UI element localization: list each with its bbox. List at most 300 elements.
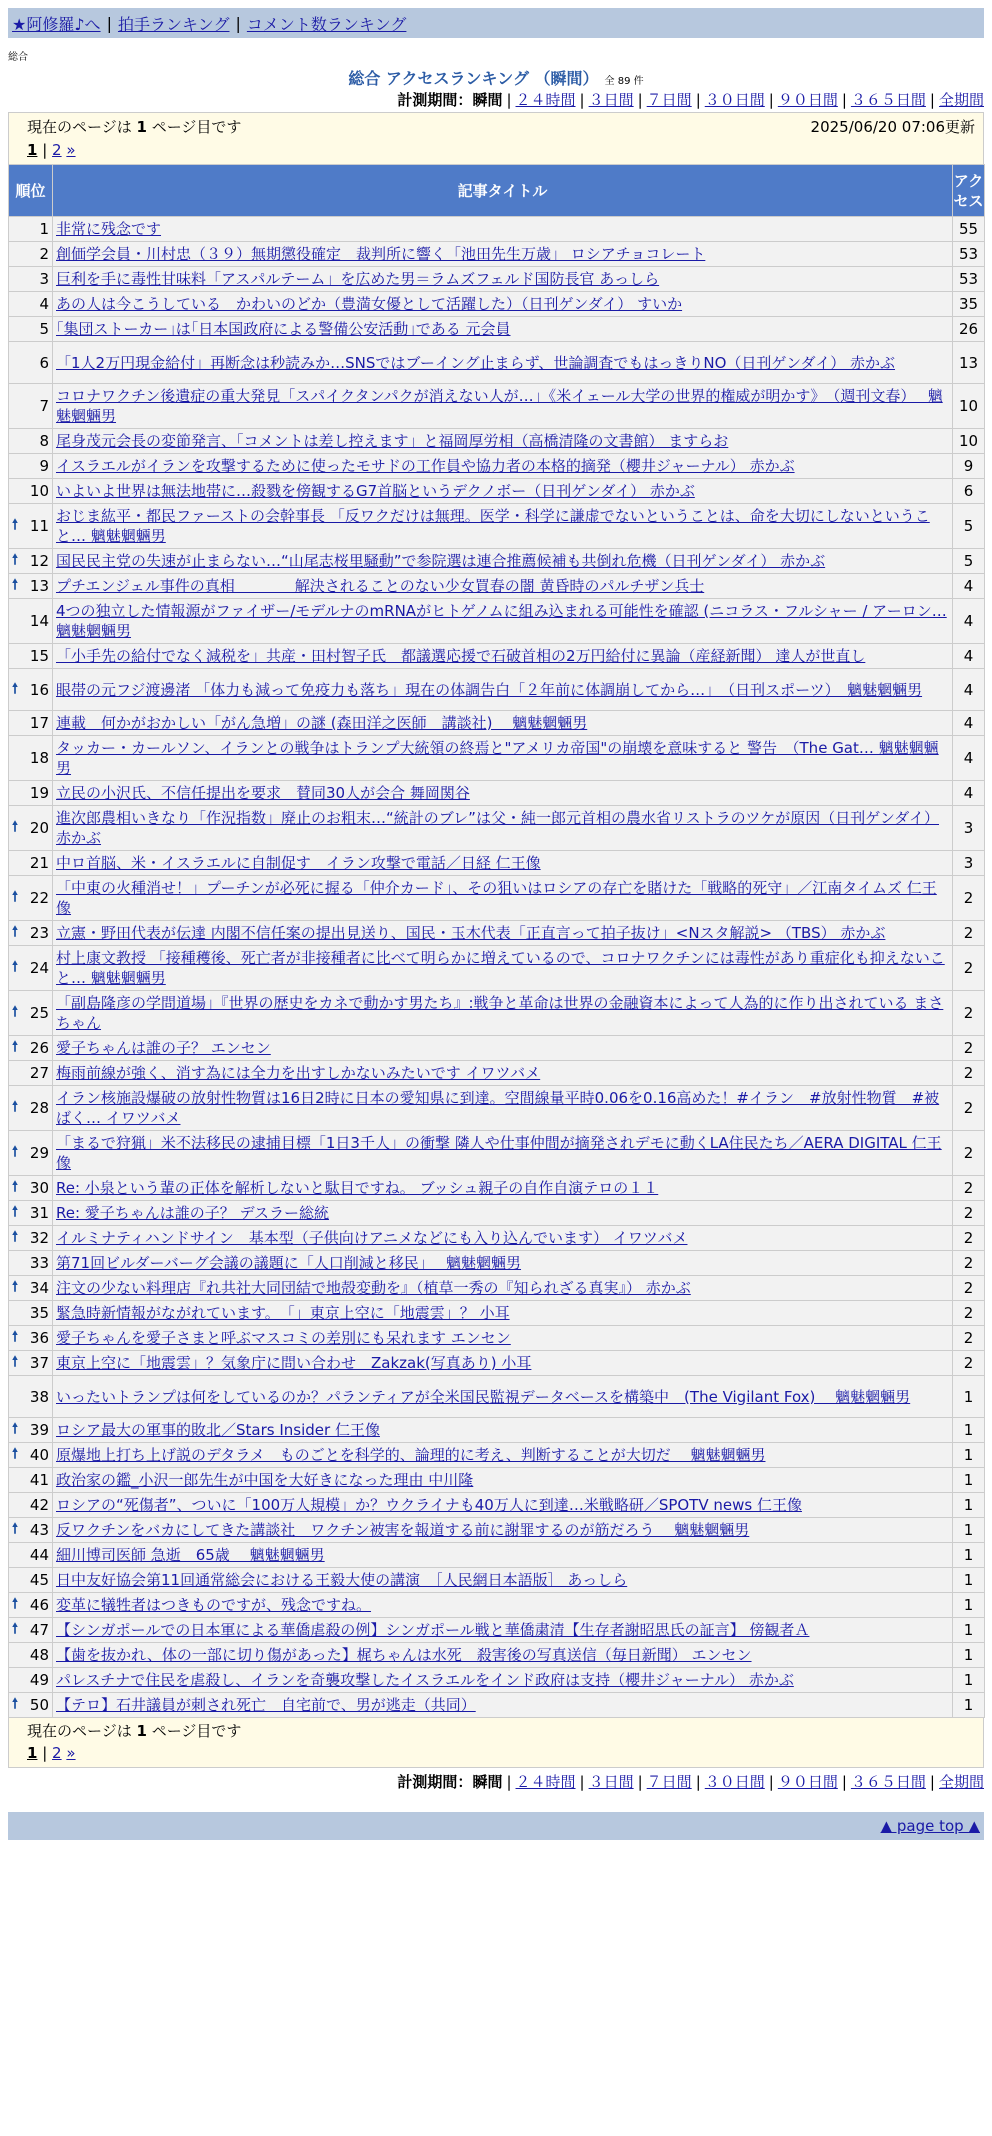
title-cell	[53, 1301, 953, 1326]
table-row	[9, 504, 985, 549]
article-link[interactable]: 梅雨前線が強く、消す為には全力を出すしかないみたいです イワツバメ	[56, 1064, 541, 1082]
table-row	[9, 549, 985, 574]
rank-cell	[9, 876, 53, 921]
rank-number: 41	[29, 1471, 49, 1489]
table-row	[9, 1176, 985, 1201]
period-separator: |	[579, 1773, 585, 1791]
rank-cell	[9, 217, 53, 242]
title-cell	[53, 1593, 953, 1618]
period-link[interactable]: ３日間	[588, 1773, 634, 1791]
table-row	[9, 644, 985, 669]
rank-cell	[9, 851, 53, 876]
rank-number: 9	[39, 457, 49, 475]
access-count: 1	[953, 1443, 985, 1468]
rank-cell	[9, 292, 53, 317]
table-row	[9, 1518, 985, 1543]
period-link[interactable]: 全期間	[938, 91, 984, 109]
page-title-row	[8, 66, 984, 88]
title-cell	[53, 454, 953, 479]
table-row	[9, 217, 985, 242]
rank-cell	[9, 1493, 53, 1518]
access-count: 2	[953, 1326, 985, 1351]
rank-number: 10	[29, 482, 49, 500]
rank-cell	[9, 429, 53, 454]
article-link[interactable]: イスラエルがイランを攻撃するために使ったモサドの工作員や協力者の本格的摘発（櫻井ジャーナル） 赤かぶ	[56, 457, 795, 475]
up-arrow-icon: 🠕	[12, 517, 19, 533]
rank-number: 28	[29, 1099, 49, 1117]
rank-cell	[9, 599, 53, 644]
access-count: 13	[953, 342, 985, 384]
rank-number: 12	[29, 552, 49, 570]
title-cell	[53, 317, 953, 342]
up-arrow-icon: 🠕	[12, 1521, 19, 1537]
rank-number: 16	[29, 680, 49, 699]
period-label: 計測期間：	[397, 1773, 473, 1791]
rank-cell	[9, 1468, 53, 1493]
article-link[interactable]: イラン核施設爆破の放射性物質は16日2時に日本の愛知県に到達。空間線量平時0.06を0.16高めた！#イラン #放射性物質 #被ばく… イワツバメ	[56, 1089, 940, 1127]
rank-number: 35	[29, 1304, 49, 1322]
next-page-link[interactable]: »	[66, 141, 76, 159]
table-row	[9, 1251, 985, 1276]
rank-cell	[9, 1568, 53, 1593]
rank-cell	[9, 1251, 53, 1276]
article-link[interactable]: 反ワクチンをバカにしてきた講談社 ワクチン被害を報道する前に謝罪するのが筋だろう 魑魅魍魎男	[56, 1521, 750, 1539]
rank-number: 23	[29, 924, 49, 942]
rank-number: 48	[29, 1646, 49, 1664]
updated-time: 2025/06/20 07:06更新	[810, 118, 975, 136]
up-arrow-icon: 🠕	[12, 1144, 19, 1160]
access-count: 1	[953, 1468, 985, 1493]
title-cell	[53, 342, 953, 384]
title-cell	[53, 1326, 953, 1351]
up-arrow-icon: 🠕	[12, 889, 19, 905]
period-separator: |	[506, 1773, 512, 1791]
title-cell	[53, 217, 953, 242]
rank-cell	[9, 1086, 53, 1131]
article-link[interactable]: ロシア最大の軍事的敗北／Stars Insider 仁王像	[56, 1421, 380, 1439]
access-count: 4	[953, 669, 985, 711]
period-link[interactable]: ３０日間	[704, 1773, 765, 1791]
article-link[interactable]: 創価学会員・川村忠（３９）無期懲役確定 裁判所に響く「池田先生万歳」 ロシアチョコレート	[56, 245, 706, 263]
access-count: 2	[953, 1251, 985, 1276]
table-row	[9, 1643, 985, 1668]
title-cell	[53, 1518, 953, 1543]
article-link[interactable]: 愛子ちゃんを愛子さまと呼ぶマスコミの差別にも呆れます エンセン	[56, 1329, 511, 1347]
table-row	[9, 1376, 985, 1418]
article-link[interactable]: 4つの独立した情報源がファイザー/モデルナのmRNAがヒトゲノムに組み込まれる可能性を確認 (ニコラス・フルシャー / アーロン… 魑魅魍魎男	[56, 602, 947, 640]
period-link[interactable]: ２４時間	[515, 1773, 576, 1791]
table-row	[9, 1618, 985, 1643]
rank-cell	[9, 736, 53, 781]
table-row	[9, 599, 985, 644]
access-count: 2	[953, 921, 985, 946]
rank-cell	[9, 317, 53, 342]
access-count: 1	[953, 1493, 985, 1518]
nav-separator: |	[235, 13, 241, 33]
period-link[interactable]: ３６５日間	[850, 91, 926, 109]
page-status: 現在のページは 1 ページ目です	[27, 118, 242, 136]
article-link[interactable]: 変革に犠牲者はつきものですが、残念ですね。	[56, 1596, 372, 1614]
article-link[interactable]: 原爆地上打ち上げ説のデタラメ ものごとを科学的、論理的に考え、判断することが大切だ 魑魅魍魎男	[56, 1446, 766, 1464]
period-link[interactable]: ７日間	[646, 91, 692, 109]
up-arrow-icon: 🠕	[12, 1039, 19, 1055]
rank-cell	[9, 1176, 53, 1201]
access-count: 2	[953, 1131, 985, 1176]
title-cell	[53, 292, 953, 317]
title-cell	[53, 1443, 953, 1468]
article-link[interactable]: 【テロ】石井議員が刺され死亡 自宅前で、男が逃走（共同）	[56, 1696, 476, 1714]
article-link[interactable]: 「副島隆彦の学問道場」『世界の歴史をカネで動かす男たち』:戦争と革命は世界の金融資本によって人為的に作り出されている まさちゃん	[56, 994, 944, 1032]
article-link[interactable]: 【シンガポールでの日本軍による華僑虐殺の例】シンガポール戦と華僑粛清【生存者謝昭思氏の証言】 傍観者Ａ	[56, 1621, 810, 1639]
breadcrumb: 総合	[8, 52, 28, 63]
article-link[interactable]: 連載 何かがおかしい「がん急増」の謎 (森田洋之医師 講談社) 魑魅魍魎男	[56, 714, 588, 732]
rank-number: 38	[29, 1387, 49, 1406]
table-row	[9, 1326, 985, 1351]
rank-cell	[9, 1061, 53, 1086]
page-title: 総合 アクセスランキング （瞬間）	[348, 69, 599, 88]
table-row	[9, 1568, 985, 1593]
title-cell	[53, 851, 953, 876]
rank-number: 18	[29, 749, 49, 767]
article-link[interactable]: 立民の小沢氏、不信任提出を要求 賛同30人が会合 舞岡関谷	[56, 784, 470, 802]
page-status-bottom: 現在のページは 1 ページ目です	[27, 1722, 242, 1740]
table-row	[9, 242, 985, 267]
period-separator: |	[768, 91, 774, 109]
rank-cell	[9, 1376, 53, 1418]
rank-cell	[9, 1301, 53, 1326]
table-row	[9, 876, 985, 921]
period-link[interactable]: ９０日間	[777, 1773, 838, 1791]
access-count: 4	[953, 711, 985, 736]
ranking-table	[8, 164, 985, 1718]
period-link[interactable]: ３０日間	[704, 91, 765, 109]
rank-number: 2	[39, 245, 49, 263]
rank-cell	[9, 644, 53, 669]
period-link[interactable]: ２４時間	[515, 91, 576, 109]
access-count: 1	[953, 1518, 985, 1543]
access-count: 2	[953, 1226, 985, 1251]
title-cell	[53, 1226, 953, 1251]
period-separator: |	[637, 1773, 643, 1791]
rank-cell	[9, 1226, 53, 1251]
up-arrow-icon: 🠕	[12, 577, 19, 593]
header-access: アクセス	[953, 165, 985, 217]
access-count: 2	[953, 876, 985, 921]
nav-separator: |	[106, 13, 112, 33]
rank-cell	[9, 1593, 53, 1618]
title-cell	[53, 1618, 953, 1643]
up-arrow-icon: 🠕	[12, 1596, 19, 1612]
title-cell	[53, 1468, 953, 1493]
table-row	[9, 267, 985, 292]
page-top-link[interactable]: ▲ page top ▲	[880, 1817, 980, 1835]
table-row	[9, 1543, 985, 1568]
period-separator: |	[841, 91, 847, 109]
title-cell	[53, 876, 953, 921]
article-link[interactable]: 「1人2万円現金給付」再断念は秒読みか…SNSではブーイング止まらず、世論調査でもはっきりNO（日刊ゲンダイ） 赤かぶ	[56, 353, 896, 372]
table-row	[9, 454, 985, 479]
title-cell	[53, 1351, 953, 1376]
article-link[interactable]: ｢集団ストーカー｣は｢日本国政府による警備公安活動｣である 元会員	[56, 320, 511, 338]
next-page-link[interactable]: »	[66, 1744, 76, 1762]
pager-bottom: 現在のページは 1 ページ目です 1 | 2 »	[8, 1718, 984, 1768]
rank-cell	[9, 1543, 53, 1568]
title-cell	[53, 599, 953, 644]
article-link[interactable]: 緊急時新情報がながれています。 「」東京上空に「地震雲」？ 小耳	[56, 1304, 510, 1322]
article-link[interactable]: 「まるで狩猟」米不法移民の逮捕目標「1日3千人」の衝撃 隣人や仕事仲間が摘発されデモに動くLA住民たち／AERA DIGITAL 仁王像	[56, 1134, 942, 1172]
title-cell	[53, 574, 953, 599]
rank-cell	[9, 781, 53, 806]
access-count: 55	[953, 217, 985, 242]
access-count: 3	[953, 851, 985, 876]
title-cell	[53, 1543, 953, 1568]
article-link[interactable]: 立憲・野田代表が伝達 内閣不信任案の提出見送り、国民・玉木代表「正直言って拍子抜け」<Nスタ解説> （TBS） 赤かぶ	[56, 924, 886, 942]
access-count: 2	[953, 991, 985, 1036]
title-cell	[53, 1086, 953, 1131]
article-link[interactable]: Re: 愛子ちゃんは誰の子？ デスラー総統	[56, 1204, 329, 1222]
rank-number: 3	[39, 270, 49, 288]
period-selector-bottom	[8, 1770, 984, 1794]
table-row	[9, 1086, 985, 1131]
up-arrow-icon: 🠕	[12, 1696, 19, 1712]
article-link[interactable]: プチエンジェル事件の真相 解決されることのない少女買春の闇 黄昏時のパルチザン兵士	[56, 577, 705, 595]
rank-number: 43	[29, 1521, 49, 1539]
up-arrow-icon: 🠕	[12, 1004, 19, 1020]
article-link[interactable]: 尾身茂元会長の変節発言、「コメントは差し控えます」と福岡厚労相（高橋清隆の文書館） ますらお	[56, 432, 729, 450]
rank-cell	[9, 711, 53, 736]
table-row	[9, 429, 985, 454]
access-count: 2	[953, 1176, 985, 1201]
rank-cell	[9, 574, 53, 599]
article-link[interactable]: 進次郎農相いきなり「作況指数」廃止のお粗末…“統計のブレ”は父・純一郎元首相の農水省リストラのツケが原因（日刊ゲンダイ） 赤かぶ	[56, 809, 939, 847]
title-cell	[53, 1131, 953, 1176]
access-count: 6	[953, 479, 985, 504]
period-separator: |	[768, 1773, 774, 1791]
table-row	[9, 1468, 985, 1493]
article-link[interactable]: いったいトランプは何をしているのか？パランティアが全米国民監視データベースを構築中 (The Vigilant Fox) 魑魅魍魎男	[56, 1387, 911, 1406]
article-link[interactable]: 「中東の火種消せ！」プーチンが必死に握る「仲介カード」、その狙いはロシアの存亡を賭けた「戦略的死守」／江南タイムズ 仁王像	[56, 879, 937, 917]
page-2-link[interactable]: 2	[52, 141, 62, 159]
article-link[interactable]: 中ロ首脳、米・イスラエルに自制促す イラン攻撃で電話／日経 仁王像	[56, 854, 541, 872]
up-arrow-icon: 🠕	[12, 1229, 19, 1245]
rank-cell	[9, 1693, 53, 1718]
article-link[interactable]: 国民民主党の失速が止まらない…“山尾志桜里騒動”で参院選は連合推薦候補も共倒れ危機（日刊ゲンダイ） 赤かぶ	[56, 552, 826, 570]
article-link[interactable]: 愛子ちゃんは誰の子？ エンセン	[56, 1039, 271, 1057]
table-row	[9, 1131, 985, 1176]
article-link[interactable]: パレスチナで住民を虐殺し、イランを奇襲攻撃したイスラエルをインド政府は支持（櫻井ジャーナル） 赤かぶ	[56, 1671, 794, 1689]
rank-number: 25	[29, 1004, 49, 1022]
period-current: 瞬間	[472, 91, 503, 109]
period-current: 瞬間	[472, 1773, 503, 1791]
access-count: 1	[953, 1693, 985, 1718]
access-count: 53	[953, 267, 985, 292]
article-link[interactable]: イルミナティハンドサイン 基本型（子供向けアニメなどにも入り込んでいます） イワツバメ	[56, 1229, 688, 1247]
home-link[interactable]: ★阿修羅♪へ	[12, 14, 101, 34]
rank-number: 1	[39, 220, 49, 238]
rank-cell	[9, 1518, 53, 1543]
rank-number: 50	[29, 1696, 49, 1714]
title-cell	[53, 644, 953, 669]
article-link[interactable]: 第71回ビルダーバーグ会議の議題に「人口削減と移民」 魑魅魍魎男	[56, 1254, 522, 1272]
rank-cell	[9, 504, 53, 549]
rank-cell	[9, 946, 53, 991]
table-row	[9, 1493, 985, 1518]
table-row	[9, 1351, 985, 1376]
up-arrow-icon: 🠕	[12, 1279, 19, 1295]
period-separator: |	[929, 1773, 935, 1791]
rank-cell	[9, 1668, 53, 1693]
article-link[interactable]: 日中友好協会第11回通常総会における王毅大使の講演 ［人民網日本語版］ あっしら	[56, 1571, 628, 1589]
access-count: 2	[953, 1061, 985, 1086]
rank-cell	[9, 1036, 53, 1061]
comment-ranking-link[interactable]: コメント数ランキング	[246, 14, 407, 34]
title-cell	[53, 1568, 953, 1593]
table-row	[9, 1443, 985, 1468]
period-link[interactable]: ９０日間	[777, 91, 838, 109]
access-count: 1	[953, 1376, 985, 1418]
rank-number: 32	[29, 1229, 49, 1247]
table-row	[9, 711, 985, 736]
period-separator: |	[506, 91, 512, 109]
rank-number: 6	[39, 353, 49, 372]
title-cell	[53, 242, 953, 267]
total-count: 全 89 件	[604, 76, 644, 87]
table-row	[9, 736, 985, 781]
rank-cell	[9, 1351, 53, 1376]
period-link[interactable]: 全期間	[938, 1773, 984, 1791]
access-count: 2	[953, 1276, 985, 1301]
rank-cell	[9, 1326, 53, 1351]
table-row	[9, 384, 985, 429]
article-link[interactable]: いよいよ世界は無法地帯に…殺戮を傍観するG7首脳というデクノボー（日刊ゲンダイ） 赤かぶ	[56, 482, 695, 500]
title-cell	[53, 267, 953, 292]
title-cell	[53, 669, 953, 711]
access-count: 3	[953, 806, 985, 851]
rank-cell	[9, 342, 53, 384]
rank-cell	[9, 1418, 53, 1443]
clap-ranking-link[interactable]: 拍手ランキング	[117, 14, 230, 34]
article-link[interactable]: 「小手先の給付でなく減税を」共産・田村智子氏 都議選応援で石破首相の2万円給付に異論（産経新聞） 達人が世直し	[56, 647, 866, 665]
title-cell	[53, 429, 953, 454]
table-row	[9, 1036, 985, 1061]
rank-cell	[9, 384, 53, 429]
article-link[interactable]: ロシアの“死傷者”、ついに「100万人規模」か？ウクライナも40万人に到達…米戦略研／SPOTV news 仁王像	[56, 1496, 802, 1514]
rank-number: 30	[29, 1179, 49, 1197]
rank-number: 5	[39, 320, 49, 338]
article-link[interactable]: 注文の少ない料理店『れ共社大同団結で地殻変動を』（植草一秀の『知られざる真実』） 赤かぶ	[56, 1279, 691, 1297]
header-rank: 順位	[9, 165, 53, 217]
article-link[interactable]: 村上康文教授 「接種穫後、死亡者が非接種者に比べて明らかに増えているので、コロナワクチンには毒性があり重症化も抑えないこと… 魑魅魍魎男	[56, 949, 945, 987]
up-arrow-icon: 🠕	[12, 1446, 19, 1462]
rank-number: 26	[29, 1039, 49, 1057]
rank-number: 47	[29, 1621, 49, 1639]
article-link[interactable]: 細川博司医師 急逝 65歳 魑魅魍魎男	[56, 1546, 325, 1564]
title-cell	[53, 946, 953, 991]
rank-number: 14	[29, 612, 49, 630]
up-arrow-icon: 🠕	[12, 959, 19, 975]
access-count: 10	[953, 384, 985, 429]
title-cell	[53, 991, 953, 1036]
title-cell	[53, 1668, 953, 1693]
rank-cell	[9, 1643, 53, 1668]
period-separator: |	[695, 1773, 701, 1791]
article-link[interactable]: 政治家の鑑_小沢一郎先生が中国を大好きになった理由 中川隆	[56, 1471, 474, 1489]
page-2-link[interactable]: 2	[52, 1744, 62, 1762]
table-row	[9, 342, 985, 384]
period-label: 計測期間：	[397, 91, 473, 109]
rank-number: 42	[29, 1496, 49, 1514]
table-row	[9, 991, 985, 1036]
page-1-current: 1	[27, 1744, 38, 1762]
access-count: 9	[953, 454, 985, 479]
article-link[interactable]: おじま紘平・都民ファーストの会幹事長 「反ワクだけは無理。医学・科学に謙虚でないということは、命を大切にしないということ… 魑魅魍魎男	[56, 507, 930, 545]
article-link[interactable]: Re: 小泉という輩の正体を解析しないと駄目ですね。 ブッシュ親子の自作自演テロの１１	[56, 1179, 659, 1197]
table-row	[9, 317, 985, 342]
table-row	[9, 1301, 985, 1326]
rank-number: 20	[29, 819, 49, 837]
title-cell	[53, 1493, 953, 1518]
rank-number: 37	[29, 1354, 49, 1372]
article-link[interactable]: あの人は今こうしている かわいのどか（豊満女優として活躍した）（日刊ゲンダイ） すいか	[56, 295, 683, 313]
title-cell	[53, 1036, 953, 1061]
rank-number: 19	[29, 784, 49, 802]
title-cell	[53, 921, 953, 946]
period-separator: |	[841, 1773, 847, 1791]
article-link[interactable]: 東京上空に「地震雲」？気象庁に問い合わせ Zakzak(写真あり) 小耳	[56, 1354, 532, 1372]
rank-cell	[9, 242, 53, 267]
rank-cell	[9, 991, 53, 1036]
rank-number: 33	[29, 1254, 49, 1272]
table-row	[9, 851, 985, 876]
rank-number: 15	[29, 647, 49, 665]
article-link[interactable]: タッカー・カールソン、イランとの戦争はトランプ大統領の終焉と"アメリカ帝国"の崩壊を意味すると 警告 （The Gat… 魑魅魍魎男	[56, 739, 939, 777]
rank-number: 45	[29, 1571, 49, 1589]
period-link[interactable]: ３日間	[588, 91, 634, 109]
title-cell	[53, 1201, 953, 1226]
header-title: 記事タイトル	[53, 165, 953, 217]
rank-number: 17	[29, 714, 49, 732]
rank-number: 13	[29, 577, 49, 595]
rank-cell	[9, 479, 53, 504]
up-arrow-icon: 🠕	[12, 924, 19, 940]
access-count: 26	[953, 317, 985, 342]
title-cell	[53, 1251, 953, 1276]
access-count: 2	[953, 1301, 985, 1326]
up-arrow-icon: 🠕	[12, 1621, 19, 1637]
rank-cell	[9, 806, 53, 851]
table-row	[9, 1593, 985, 1618]
article-link[interactable]: 眼帯の元フジ渡邊渚 「体力も減って免疫力も落ち」現在の体調告白「２年前に体調崩してから…」 （日刊スポーツ） 魑魅魍魎男	[56, 680, 923, 699]
article-link[interactable]: 非常に残念です	[56, 220, 162, 238]
access-count: 1	[953, 1568, 985, 1593]
up-arrow-icon: 🠕	[12, 1329, 19, 1345]
period-link[interactable]: ３６５日間	[850, 1773, 926, 1791]
title-cell	[53, 384, 953, 429]
access-count: 1	[953, 1643, 985, 1668]
up-arrow-icon: 🠕	[12, 819, 19, 835]
rank-number: 4	[39, 295, 49, 313]
article-link[interactable]: 【歯を抜かれ、体の一部に切り傷があった】梶ちゃんは水死 殺害後の写真送信（毎日新聞） エンセン	[56, 1646, 752, 1664]
period-separator: |	[637, 91, 643, 109]
title-cell	[53, 504, 953, 549]
article-link[interactable]: コロナワクチン後遺症の重大発見「スパイクタンパクが消えない人が…」《米イェール大学の世界的権威が明かす》 （週刊文春） 魑魅魍魎男	[56, 387, 943, 425]
period-link[interactable]: ７日間	[646, 1773, 692, 1791]
rank-cell	[9, 1276, 53, 1301]
rank-number: 24	[29, 959, 49, 977]
article-link[interactable]: 巨利を手に毒性甘味料「アスパルテーム」を広めた男＝ラムズフェルド国防長官 あっしら	[56, 270, 660, 288]
table-row	[9, 1226, 985, 1251]
rank-number: 22	[29, 889, 49, 907]
